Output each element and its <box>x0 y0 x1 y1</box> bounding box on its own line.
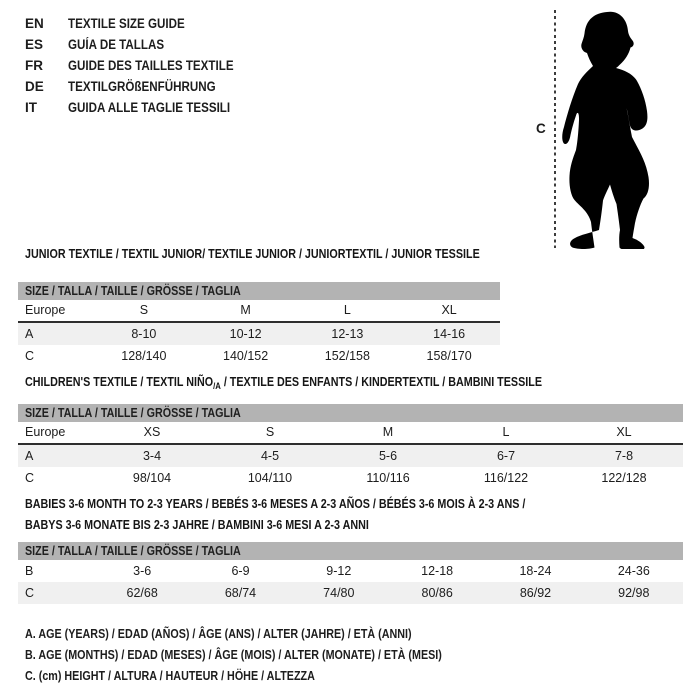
table-header-bar <box>18 542 683 560</box>
age-cell: 5-6 <box>378 448 398 463</box>
language-code: EN <box>25 16 44 31</box>
section-title-line2: BABYS 3-6 MONATE BIS 2-3 JAHRE / BAMBINI 3-6 MESI A 2-3 ANNI <box>25 518 369 532</box>
row-label: C <box>25 348 35 363</box>
table-row-age <box>18 445 683 467</box>
size-cell: XL <box>616 425 632 439</box>
height-cell: 62/68 <box>126 586 158 600</box>
section-title-children <box>25 375 626 391</box>
height-cell: 122/128 <box>601 470 647 485</box>
height-cell: 68/74 <box>224 586 257 600</box>
table-row-europe <box>18 300 500 321</box>
height-measure-line <box>554 10 556 248</box>
age-cell: 7-8 <box>614 448 634 463</box>
size-cell: S <box>265 425 275 439</box>
section-title-line1: BABIES 3-6 MONTH TO 2-3 YEARS / BEBÉS 3-6 MESES A 2-3 AÑOS / BÉBÉS 3-6 MOIS À 2-3 ANS / <box>25 497 526 511</box>
height-cell: 152/158 <box>324 348 370 363</box>
age-cell: 4-5 <box>260 448 280 463</box>
language-code: IT <box>25 100 37 115</box>
footnote-b <box>25 645 510 666</box>
footnote-text: B. AGE (MONTHS) / EDAD (MESES) / ÂGE (MOIS) / ALTER (MONATE) / ETÀ (MESI) <box>25 648 442 662</box>
language-label: GUIDE DES TAILLES TEXTILE <box>68 58 234 73</box>
baby-silhouette-icon <box>562 9 662 249</box>
junior-size-table <box>18 282 500 367</box>
language-label: GUIDA ALLE TAGLIE TESSILI <box>68 100 231 115</box>
months-cell: 9-12 <box>326 564 352 578</box>
section-title-junior <box>25 247 554 261</box>
row-label: Europe <box>25 425 66 439</box>
height-cell: 158/170 <box>426 348 472 363</box>
table-row-age <box>18 323 500 345</box>
height-cell: 74/80 <box>323 586 355 600</box>
age-cell: 6-7 <box>496 448 516 463</box>
footnote-c <box>25 666 510 687</box>
table-row-europe <box>18 422 683 443</box>
months-cell: 6-9 <box>231 564 250 578</box>
size-cell: XS <box>143 425 161 439</box>
footnote-text: C. (cm) HEIGHT / ALTURA / HAUTEUR / HÖHE / ALTEZZA <box>25 669 315 683</box>
title-part: CHILDREN'S TEXTILE / TEXTIL NIÑO <box>25 375 214 389</box>
size-cell: S <box>139 303 149 317</box>
size-cell: M <box>240 303 251 317</box>
height-cell: 140/152 <box>223 348 269 363</box>
language-code: DE <box>25 79 44 94</box>
months-cell: 18-24 <box>519 564 552 578</box>
table-header-bar <box>18 404 683 422</box>
height-cell: 92/98 <box>618 586 650 600</box>
size-header-label: SIZE / TALLA / TAILLE / GRÖSSE / TAGLIA <box>25 544 241 558</box>
language-label: TEXTILGRÖßENFÜHRUNG <box>68 79 216 94</box>
footnotes <box>25 624 510 687</box>
size-cell: L <box>343 303 351 317</box>
height-cell: 128/140 <box>121 348 167 363</box>
height-cell: 86/92 <box>519 586 552 600</box>
months-cell: 12-18 <box>421 564 454 578</box>
section-title-text <box>25 375 542 391</box>
size-cell: M <box>382 425 394 439</box>
language-row <box>25 55 261 76</box>
age-cell: 8-10 <box>131 326 157 341</box>
size-cell: XL <box>441 303 457 317</box>
age-cell: 3-4 <box>142 448 162 463</box>
months-cell: 24-36 <box>617 564 650 578</box>
row-label: C <box>25 586 35 600</box>
language-row <box>25 13 261 34</box>
language-code: FR <box>25 58 43 73</box>
row-label: C <box>25 470 35 485</box>
height-cell: 104/110 <box>247 470 293 485</box>
age-cell: 10-12 <box>229 326 262 341</box>
language-row <box>25 34 261 55</box>
table-row-height <box>18 582 683 604</box>
section-title-babies <box>25 494 607 536</box>
height-cell: 110/116 <box>366 470 410 485</box>
row-label: Europe <box>25 303 66 317</box>
height-cell: 80/86 <box>421 586 453 600</box>
language-label: GUÍA DE TALLAS <box>68 37 165 52</box>
language-code: ES <box>25 37 44 52</box>
table-row-months <box>18 560 683 582</box>
size-cell: L <box>502 425 510 439</box>
row-label: A <box>25 326 34 341</box>
size-header-label: SIZE / TALLA / TAILLE / GRÖSSE / TAGLIA <box>25 406 241 420</box>
table-row-height <box>18 345 500 367</box>
language-row <box>25 97 261 118</box>
measure-label-c: C <box>536 121 546 136</box>
table-row-height <box>18 467 683 489</box>
row-label: A <box>25 448 34 463</box>
height-cell: 98/104 <box>132 470 172 485</box>
title-subscript: /A <box>213 381 221 391</box>
height-cell: 116/122 <box>483 470 529 485</box>
babies-size-table <box>18 542 683 604</box>
children-size-table <box>18 404 683 489</box>
language-list <box>25 13 261 118</box>
language-label: TEXTILE SIZE GUIDE <box>68 16 185 31</box>
table-header-bar <box>18 282 500 300</box>
section-title-text: JUNIOR TEXTILE / TEXTIL JUNIOR/ TEXTILE JUNIOR / JUNIORTEXTIL / JUNIOR TESSILE <box>25 247 480 261</box>
age-cell: 12-13 <box>331 326 364 341</box>
footnote-a <box>25 624 510 645</box>
size-header-label: SIZE / TALLA / TAILLE / GRÖSSE / TAGLIA <box>25 284 241 298</box>
language-row <box>25 76 261 97</box>
row-label: B <box>25 564 34 578</box>
footnote-text: A. AGE (YEARS) / EDAD (AÑOS) / ÂGE (ANS) / ALTER (JAHRE) / ETÀ (ANNI) <box>25 627 412 641</box>
title-part: / TEXTILE DES ENFANTS / KINDERTEXTIL / BAMBINI TESSILE <box>220 375 542 389</box>
months-cell: 3-6 <box>133 564 152 578</box>
age-cell: 14-16 <box>433 326 466 341</box>
